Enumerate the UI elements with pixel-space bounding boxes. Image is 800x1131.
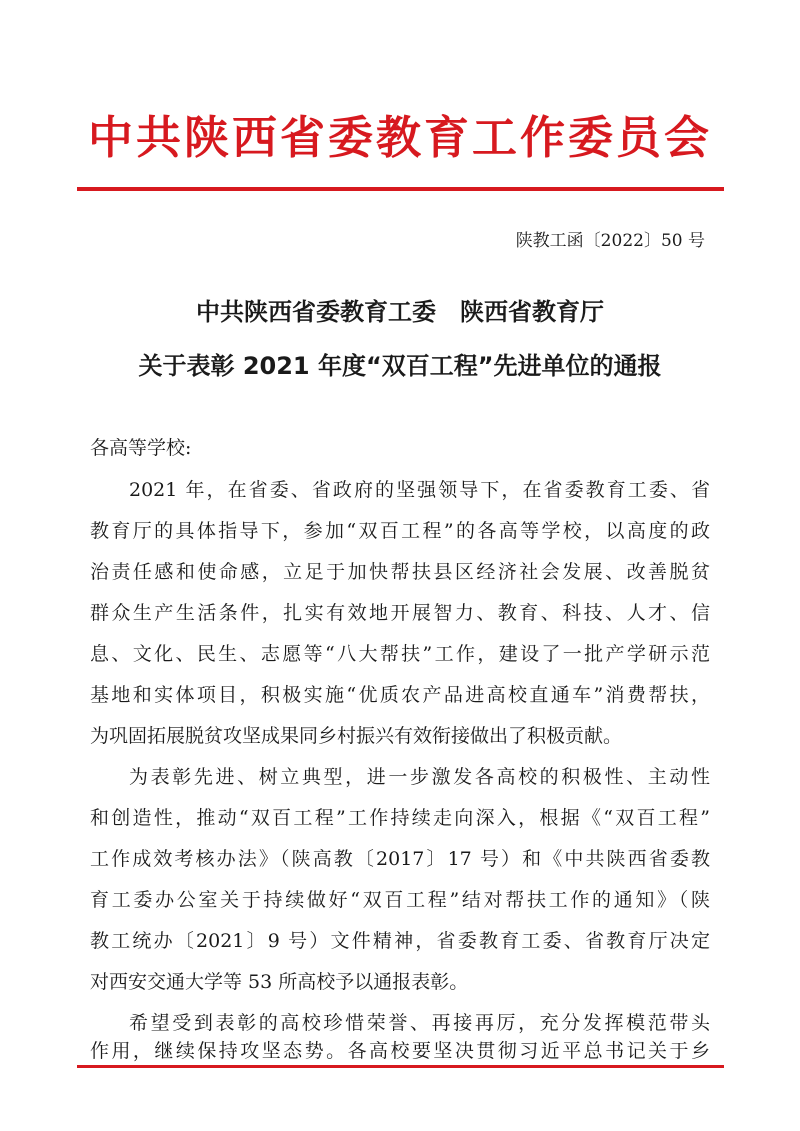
body-line: 希望受到表彰的高校珍惜荣誉、再接再厉，充分发挥模范带头 xyxy=(129,1012,710,1034)
document-title-line-1: 中共陕西省委教育工委 陕西省教育厅 xyxy=(196,298,604,326)
body-line: 和创造性，推动“双百工程”工作持续走向深入，根据《“双百工程” xyxy=(90,807,710,829)
document-title-line-2: 关于表彰 2021 年度“双百工程”先进单位的通报 xyxy=(138,352,662,380)
body-line: 2021 年，在省委、省政府的坚强领导下，在省委教育工委、省 xyxy=(129,479,710,501)
body-line: 治责任感和使命感，立足于加快帮扶县区经济社会发展、改善脱贫 xyxy=(90,561,710,583)
body-line: 工作成效考核办法》（陕高教〔2017〕17 号）和《中共陕西省委教 xyxy=(90,848,710,870)
body-line: 为表彰先进、树立典型，进一步激发各高校的积极性、主动性 xyxy=(129,766,710,788)
letterhead-org-name: 中共陕西省委教育工作委员会 xyxy=(87,111,712,164)
body-line: 教工统办〔2021〕9 号）文件精神，省委教育工委、省教育厅决定 xyxy=(90,930,710,952)
body-line: 作用，继续保持攻坚态势。各高校要坚决贯彻习近平总书记关于乡 xyxy=(90,1040,710,1062)
footer-red-rule xyxy=(77,1065,724,1068)
body-line: 育工委办公室关于持续做好“双百工程”结对帮扶工作的通知》（陕 xyxy=(90,889,710,911)
body-line: 基地和实体项目，积极实施“优质农产品进高校直通车”消费帮扶， xyxy=(90,684,710,706)
letterhead-red-rule xyxy=(77,187,724,191)
body-line: 息、文化、民生、志愿等“八大帮扶”工作，建设了一批产学研示范 xyxy=(90,643,710,665)
salutation: 各高等学校: xyxy=(90,437,192,459)
body-line: 为巩固拓展脱贫攻坚成果同乡村振兴有效衔接做出了积极贡献。 xyxy=(90,725,623,747)
body-line: 对西安交通大学等 53 所高校予以通报表彰。 xyxy=(90,971,469,993)
body-line: 教育厅的具体指导下，参加“双百工程”的各高等学校，以高度的政 xyxy=(90,520,710,542)
document-number: 陕教工函〔2022〕50 号 xyxy=(515,231,705,251)
body-line: 群众生产生活条件，扎实有效地开展智力、教育、科技、人才、信 xyxy=(90,602,710,624)
